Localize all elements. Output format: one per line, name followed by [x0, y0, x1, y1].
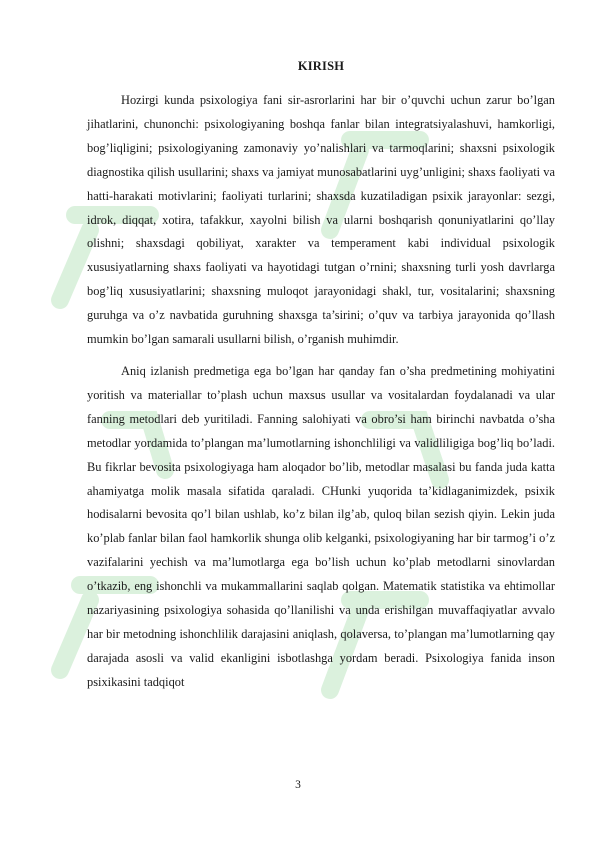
page-number: 3: [295, 779, 301, 791]
document-body: [87, 58, 555, 703]
document-title: KIRISH: [297, 59, 345, 73]
paragraph-1: Hozirgi kunda psixologiya fani sir-asrorlarini har bir o’quvchi uchun zarur bo’lgan jihatlarini, chunonchi: psixologiyaning boshqa fanlar bilan integratsiyalashuvi, hamkorligi, bog’liqligini; psixologiyaning zamonaviy yo’nalishlari va tarmoqlarini; shaxsni psixologik diagnostika qilish usullarini; shaxs va jamiyat munosabatlarini uyg’unligini; shaxs faoliyati va hatti-harakati motivlarini; faoliyati turlarini; shaxsda kuzatiladigan psixik jarayonlar: sezgi, idrok, diqqat, xotira, tafakkur, xayolni bilish va ularni boshqarish qonuniyatlarini qo’llay olishni; shaxsdagi qobiliyat, xarakter va temperament kabi individual psixologik xususiyatlarning shaxs faoliyati va hayotidagi tutgan o’rnini; shaxsning turli yosh davrlarga bog’liq xususiyatlarini; shaxsning muloqot jarayonidagi shakl, tur, vositalarini; shaxsning guruhga va o’z navbatida guruhning shaxsga ta’sirini; o’quv va tarbiya jarayonida qo’llash mumkin bo’lgan samarali usullarni bilish, o’rganish muhimdir.: [87, 93, 555, 347]
paragraph-2: Aniq izlanish predmetiga ega bo’lgan har qanday fan o’sha predmetining mohiyatini yoritish va materiallar to’plash uchun maxsus usullar va vositalardan foydalanadi va ular fanning metodlari deb yuritiladi. Fanning salohiyati va obro’si ham birinchi navbatda o’sha metodlar yordamida to’plangan ma’lumotlarning ishonchliligi va validliligiga bog’liq bo’ladi. Bu fikrlar bevosita psixologiyaga ham aloqador bo’lib, metodlar masalasi bu fanda juda katta ahamiyatga molik masala sifatida qaraladi. CHunki yuqorida ta’kidlaganimizdek, psixik hodisalarni bevosita qo’l bilan ushlab, ko’z bilan ilg’ab, quloq bilan sezish qiyin. Lekin juda ko’plab fanlar bilan faol hamkorlik shunga olib kelganki, psixologiyaning har bir tarmog’i o’z vazifalarini yechish va ma’lumotlarga ega bo’lish uchun ko’plab metodlarni sinovlardan o’tkazib, eng ishonchli va mukammallarini saqlab qolgan. Matematik statistika va ehtimollar nazariyasining psixologiya sohasida qo’llanilishi va unda erishilgan muvaffaqiyatlar avvalo har bir metodning ishonchlilik darajasini aniqlash, qolaversa, to’plangan ma’lumotlarning qay darajada asosli va valid ekanligini isbotlashga yordam beradi. Psixologiya fanida inson psixikasini tadqiqot: [87, 363, 555, 689]
watermark-mark: ​: [28, 111, 80, 184]
